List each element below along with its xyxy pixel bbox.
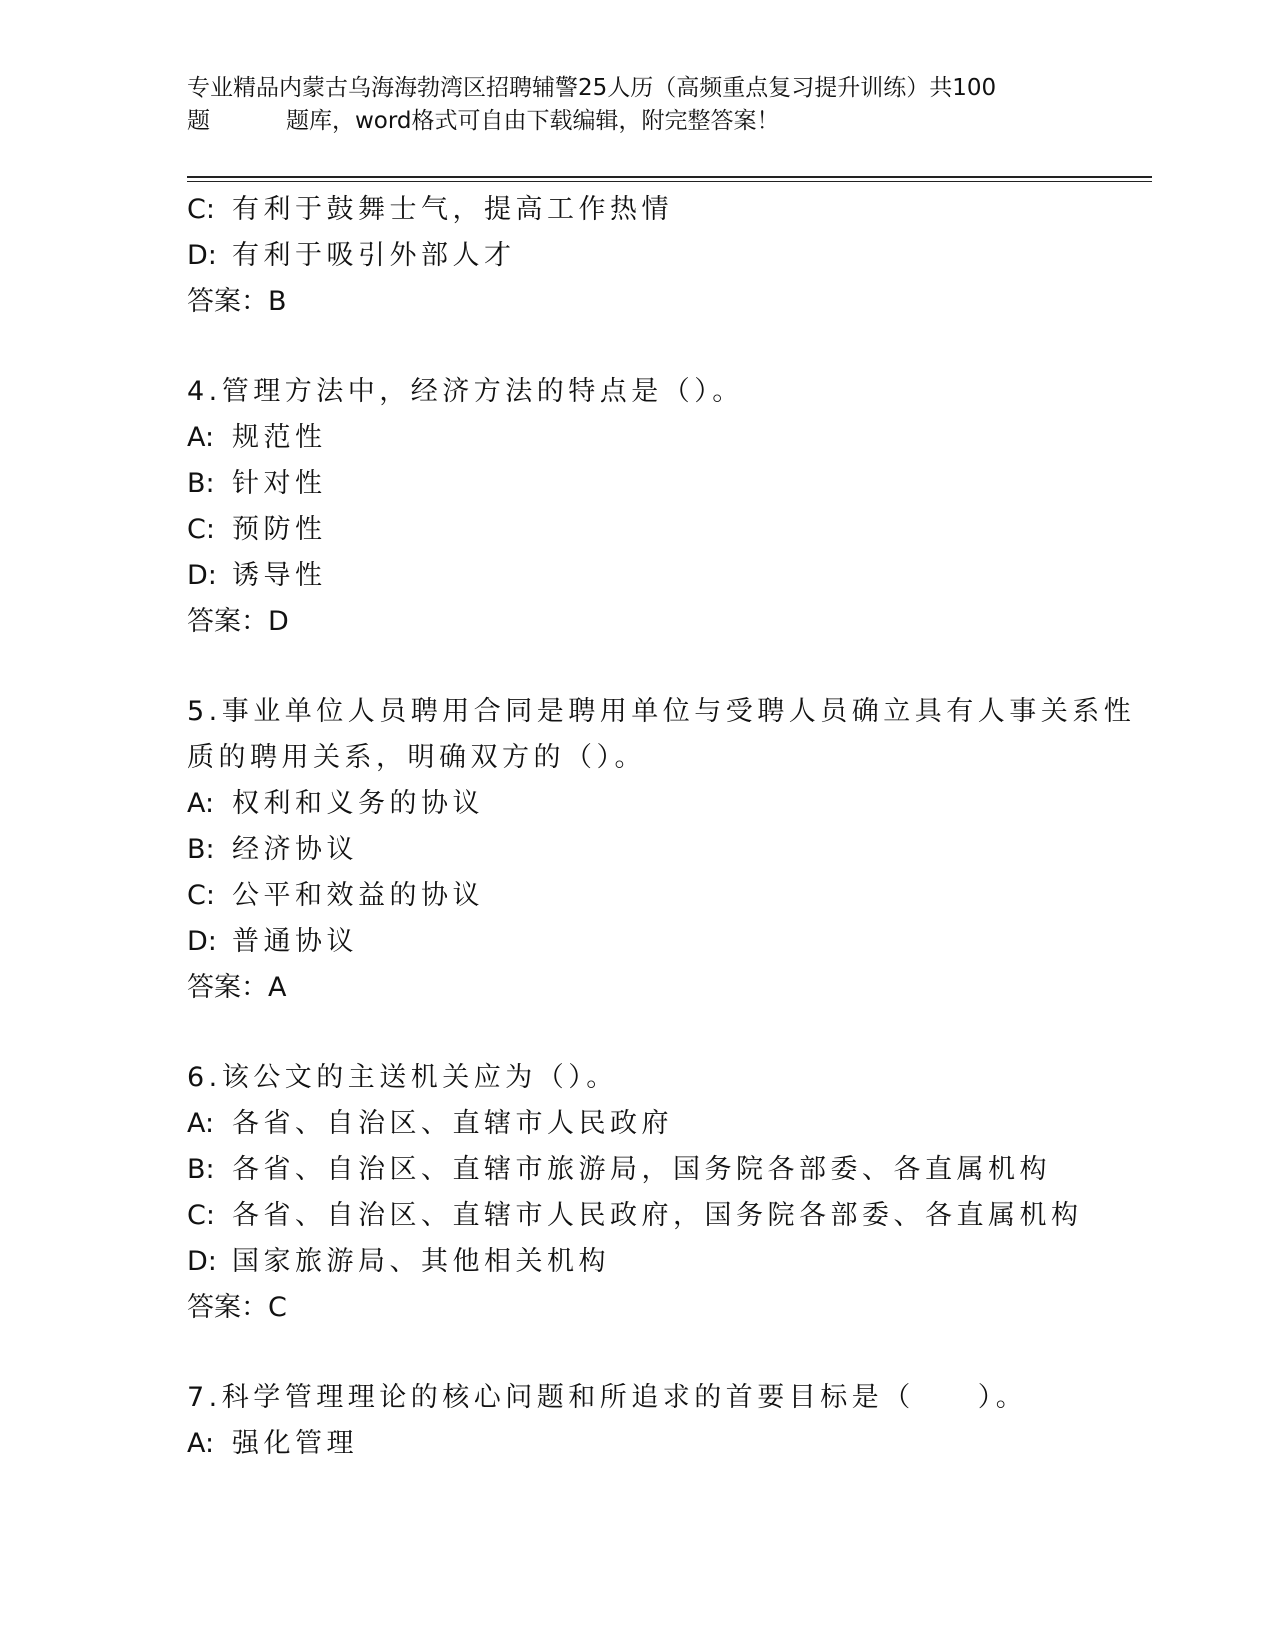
option-b: B: 各省、自治区、直辖市旅游局，国务院各部委、各直属机构 xyxy=(187,1154,1051,1185)
header-divider-thin xyxy=(187,181,1152,182)
question-stem: 5.事业单位人员聘用合同是聘用单位与受聘人员确立具有人事关系性 xyxy=(187,696,1136,727)
option-d: D: 国家旅游局、其他相关机构 xyxy=(187,1246,610,1277)
header-line-2 xyxy=(187,105,1087,138)
question-7 xyxy=(187,1375,1087,1467)
answer-line: 答案：C xyxy=(187,1292,287,1323)
question-stem-continued: 质的聘用关系，明确双方的（）。 xyxy=(187,742,646,773)
option-c: C: 预防性 xyxy=(187,514,327,545)
question-list xyxy=(187,187,1136,1467)
option-b: B: 针对性 xyxy=(187,468,327,499)
question-3-tail xyxy=(187,187,1087,325)
option-a: A: 强化管理 xyxy=(187,1428,358,1459)
answer-line: 答案：A xyxy=(187,972,287,1003)
header-divider-thick xyxy=(187,176,1152,178)
option-d: D: 普通协议 xyxy=(187,926,358,957)
option-c: C: 各省、自治区、直辖市人民政府，国务院各部委、各直属机构 xyxy=(187,1200,1083,1231)
answer-line: 答案：B xyxy=(187,286,287,317)
option-b: B: 经济协议 xyxy=(187,834,358,865)
option-a: A: 权利和义务的协议 xyxy=(187,788,484,819)
document-header xyxy=(187,72,1087,138)
option-c: C: 有利于鼓舞士气，提高工作热情 xyxy=(187,194,673,225)
option-a: A: 规范性 xyxy=(187,422,327,453)
option-c: C: 公平和效益的协议 xyxy=(187,880,484,911)
question-stem: 4.管理方法中，经济方法的特点是（）。 xyxy=(187,376,744,407)
option-d: D: 有利于吸引外部人才 xyxy=(187,240,516,271)
question-stem: 6.该公文的主送机关应为（）。 xyxy=(187,1062,618,1093)
option-a: A: 各省、自治区、直辖市人民政府 xyxy=(187,1108,673,1139)
header-line-2-prefix: 题 xyxy=(187,108,210,134)
option-d: D: 诱导性 xyxy=(187,560,327,591)
question-4 xyxy=(187,369,1087,645)
question-5 xyxy=(187,689,1136,1011)
header-line-1: 专业精品内蒙古乌海海勃湾区招聘辅警25人历（高频重点复习提升训练）共100 xyxy=(187,75,997,101)
header-line-2-text: 题库，word格式可自由下载编辑，附完整答案！ xyxy=(286,108,780,134)
answer-line: 答案：D xyxy=(187,606,289,637)
question-stem: 7.科学管理理论的核心问题和所追求的首要目标是（ ）。 xyxy=(187,1382,1028,1413)
question-6 xyxy=(187,1055,1087,1331)
